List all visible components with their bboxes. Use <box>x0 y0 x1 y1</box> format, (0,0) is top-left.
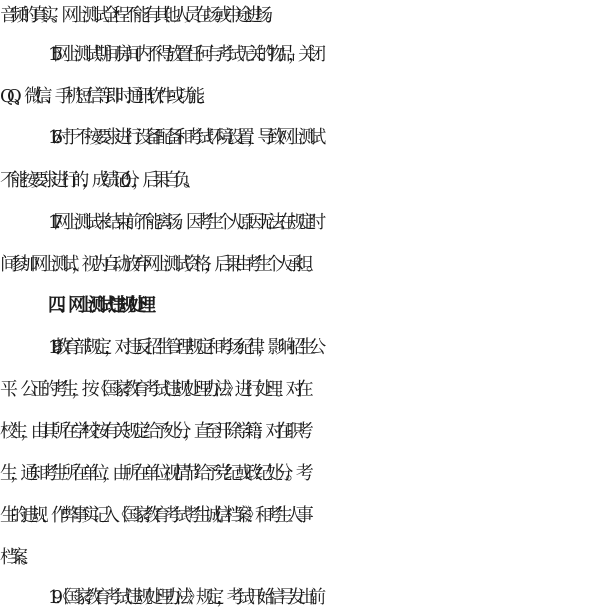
text-line-12: 生，通知考生所在单位，由所在单位视情节给予党纪或政纪处分。考 <box>0 463 306 484</box>
text-line-item-18: 18.教育部规定，对违反招生管理规定和考场纪律，影响招生公 <box>48 337 319 358</box>
text-line-item-17: 17.网上测试未结束前不能离场。因考生个人原因无法在规定时 <box>48 212 319 233</box>
text-line-3: QQ、微信、手机短信等即时通讯软件或功能。 <box>0 86 208 107</box>
text-line-item-15: 15.网上测试期间房间内不得放置任何与考试无关的物品，关闭 <box>48 44 319 65</box>
text-line-14: 档案。 <box>0 547 31 568</box>
text-line-7: 间参加网上测试，视为自动放弃网上测试资格，后果由考生个人承担。 <box>0 254 317 275</box>
text-line-13: 生的违规、作弊事实记入《国家教育考试考生诚信档案》和考生人事 <box>0 505 306 526</box>
section-heading: 四、网上测试违规处理 <box>48 295 148 316</box>
text-line-item-16: 16.对于不按要求进行设备配备和考试环境设置，导致网上测试 <box>48 127 319 148</box>
text-line-11: 校生，由其所在学校按有关规定给予处分，直至开除学籍；对在职考 <box>0 421 306 442</box>
text-line-1: 音频的真实。网上测试全程不能有其他人员在场或中途进场。 <box>0 5 276 26</box>
text-line-10: 平、公正的考生，按《国家教育考试违规处理办法》进行处理。对在 <box>0 379 306 400</box>
text-line-5: 不能按要求进行的，成绩记 0 分，后果自负。 <box>0 170 194 191</box>
text-line-item-19: 19.《国家教育考试违规处理办法》规定，考试开始信号发出前 <box>48 587 319 608</box>
